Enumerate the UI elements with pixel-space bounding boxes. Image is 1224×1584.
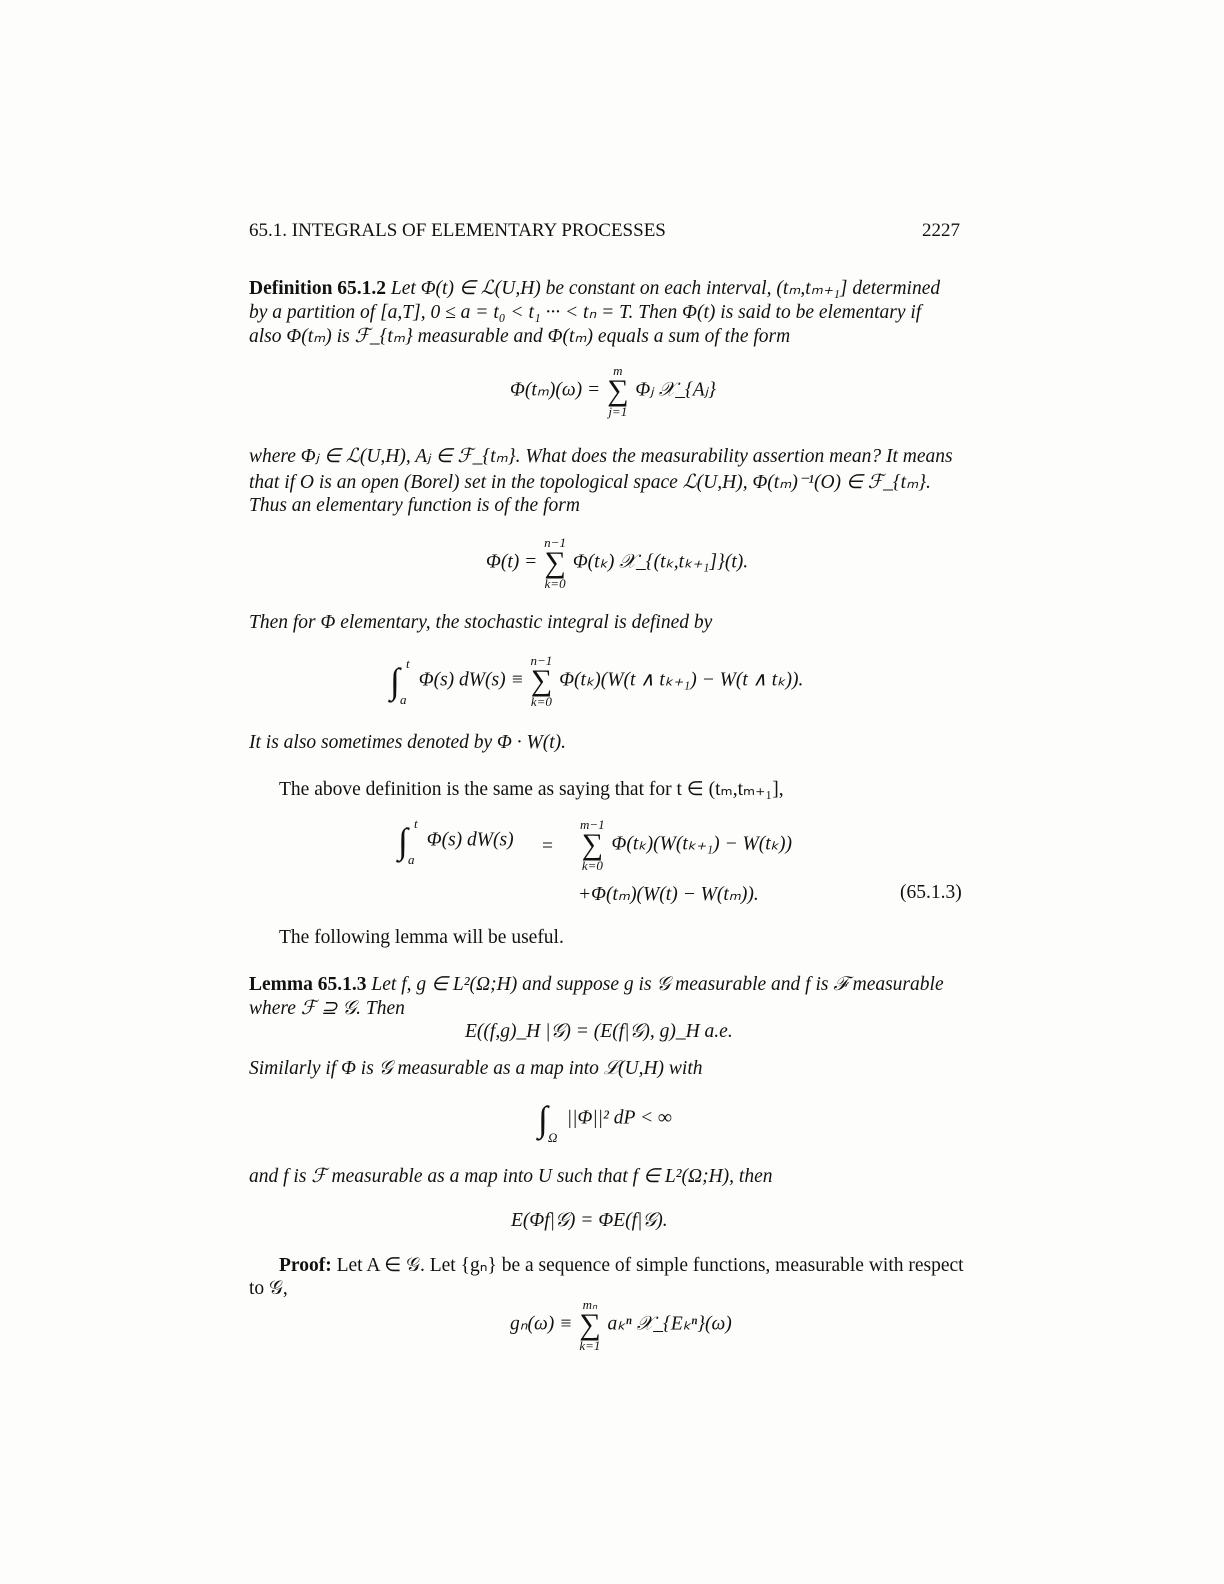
equation-3 (390, 654, 803, 708)
paragraph-2: Then for Φ elementary, the stochastic integral is defined by (249, 612, 713, 633)
equation-5: E((f,g)_H |𝒢) = (E(f|𝒢), g)_H a.e. (465, 1021, 733, 1042)
sum-upper: m−1 (580, 817, 605, 832)
summation-icon: n−1 ∑ k=0 (530, 653, 553, 709)
definition-line-3: also Φ(tₘ) is ℱ_{tₘ} measurable and Φ(tₘ) equals a sum of the form (249, 326, 791, 347)
sum-lower: j=1 (608, 404, 628, 419)
eq4-rhs1: Φ(tₖ)(W(tₖ₊₁) − W(tₖ)) (611, 833, 792, 855)
eq6-body: ||Φ||² dP < ∞ (566, 1107, 672, 1129)
equation-7: E(Φf|𝒢) = ΦE(f|𝒢). (511, 1210, 668, 1231)
eq1-rhs: Φⱼ 𝒳_{Aⱼ} (635, 379, 716, 401)
equation-8 (510, 1298, 732, 1352)
sum-upper: n−1 (544, 535, 566, 550)
lemma-label: Lemma 65.1.3 (249, 974, 367, 995)
integral-icon: ∫ t a (390, 656, 410, 707)
lemma-line-1 (249, 972, 944, 996)
paragraph-1-line-3: Thus an elementary function is of the form (249, 495, 580, 516)
summation-icon: mₙ ∑ k=1 (579, 1297, 601, 1353)
definition-line-1 (249, 276, 940, 300)
paragraph-5: The following lemma will be useful. (279, 927, 564, 948)
integral-icon: ∫ t a (398, 816, 418, 867)
paragraph-1-line-1: where Φⱼ ∈ ℒ(U,H), Aⱼ ∈ ℱ_{tₘ}. What does the measurability assertion mean? It means (249, 446, 953, 467)
sum-lower: k=0 (530, 694, 552, 709)
eq3-lhs: Φ(s) dW(s) ≡ (418, 669, 524, 691)
paragraph-3: It is also sometimes denoted by Φ · W(t). (249, 732, 567, 753)
int-upper: t (406, 656, 410, 671)
sum-upper: n−1 (530, 653, 553, 668)
int-upper: t (414, 816, 418, 831)
lemma-text: Let f, g ∈ L²(Ω;H) and suppose g is 𝒢 measurable and f is ℱ measurable (371, 974, 944, 995)
int-lower: a (400, 692, 407, 707)
eq1-lhs: Φ(tₘ)(ω) = (510, 379, 601, 401)
equation-4-relation: = (542, 836, 553, 857)
paragraph-4: The above definition is the same as saying that for t ∈ (tₘ,tₘ₊₁], (279, 779, 784, 800)
paragraph-1-line-2: that if O is an open (Borel) set in the topological space ℒ(U,H), Φ(tₘ)⁻¹(O) ∈ ℱ_{tₘ}. (249, 472, 931, 493)
sum-upper: m (613, 363, 623, 378)
summation-icon: n−1 ∑ k=0 (544, 535, 566, 591)
eq2-rhs: Φ(tₖ) 𝒳_{(tₖ,tₖ₊₁]}(t). (572, 551, 749, 573)
eq2-lhs: Φ(t) = (486, 551, 538, 573)
eq4-lhs: Φ(s) dW(s) (426, 829, 514, 851)
equation-number: (65.1.3) (900, 882, 962, 903)
integral-icon: ∫ Ω (538, 1099, 558, 1145)
eq3-rhs: Φ(tₖ)(W(t ∧ tₖ₊₁) − W(t ∧ tₖ)). (559, 669, 804, 691)
definition-text: Let Φ(t) ∈ ℒ(U,H) be constant on each interval, (tₘ,tₘ₊₁] determined (390, 278, 941, 299)
page-number: 2227 (922, 220, 960, 241)
sum-lower: k=0 (581, 858, 603, 873)
summation-icon: m−1 ∑ k=0 (580, 817, 605, 873)
equation-4-rhs-1 (578, 818, 792, 872)
proof-line-1 (279, 1253, 964, 1277)
proof-line-2: to 𝒢, (249, 1278, 288, 1299)
sum-lower: k=0 (544, 576, 566, 591)
definition-label: Definition 65.1.2 (249, 278, 387, 299)
paragraph-7: and f is ℱ measurable as a map into U such that f ∈ L²(Ω;H), then (249, 1166, 773, 1187)
summation-icon: m ∑ j=1 (607, 363, 629, 419)
proof-label: Proof: (279, 1255, 332, 1276)
eq8-rhs: aₖⁿ 𝒳_{Eₖⁿ}(ω) (607, 1313, 732, 1335)
int-lower: a (408, 852, 415, 867)
sum-upper: mₙ (582, 1297, 598, 1312)
equation-2 (486, 536, 748, 590)
equation-6 (538, 1098, 672, 1145)
proof-text: Let A ∈ 𝒢. Let {gₙ} be a sequence of simple functions, measurable with respect (336, 1255, 964, 1276)
eq8-lhs: gₙ(ω) ≡ (510, 1313, 573, 1335)
equation-1 (510, 364, 716, 418)
paragraph-6: Similarly if Φ is 𝒢 measurable as a map into ℒ(U,H) with (249, 1058, 703, 1079)
sum-lower: k=1 (579, 1338, 601, 1353)
lemma-line-2: where ℱ ⊇ 𝒢. Then (249, 998, 405, 1019)
definition-line-2: by a partition of [a,T], 0 ≤ a = t₀ < t₁ ··· < tₙ = T. Then Φ(t) is said to be elementary if (249, 302, 922, 323)
running-header-section: 65.1. INTEGRALS OF ELEMENTARY PROCESSES (249, 220, 666, 241)
equation-4-rhs-2: +Φ(tₘ)(W(t) − W(tₘ)). (578, 884, 759, 905)
equation-4-lhs (398, 816, 514, 867)
int-lower: Ω (548, 1130, 558, 1145)
